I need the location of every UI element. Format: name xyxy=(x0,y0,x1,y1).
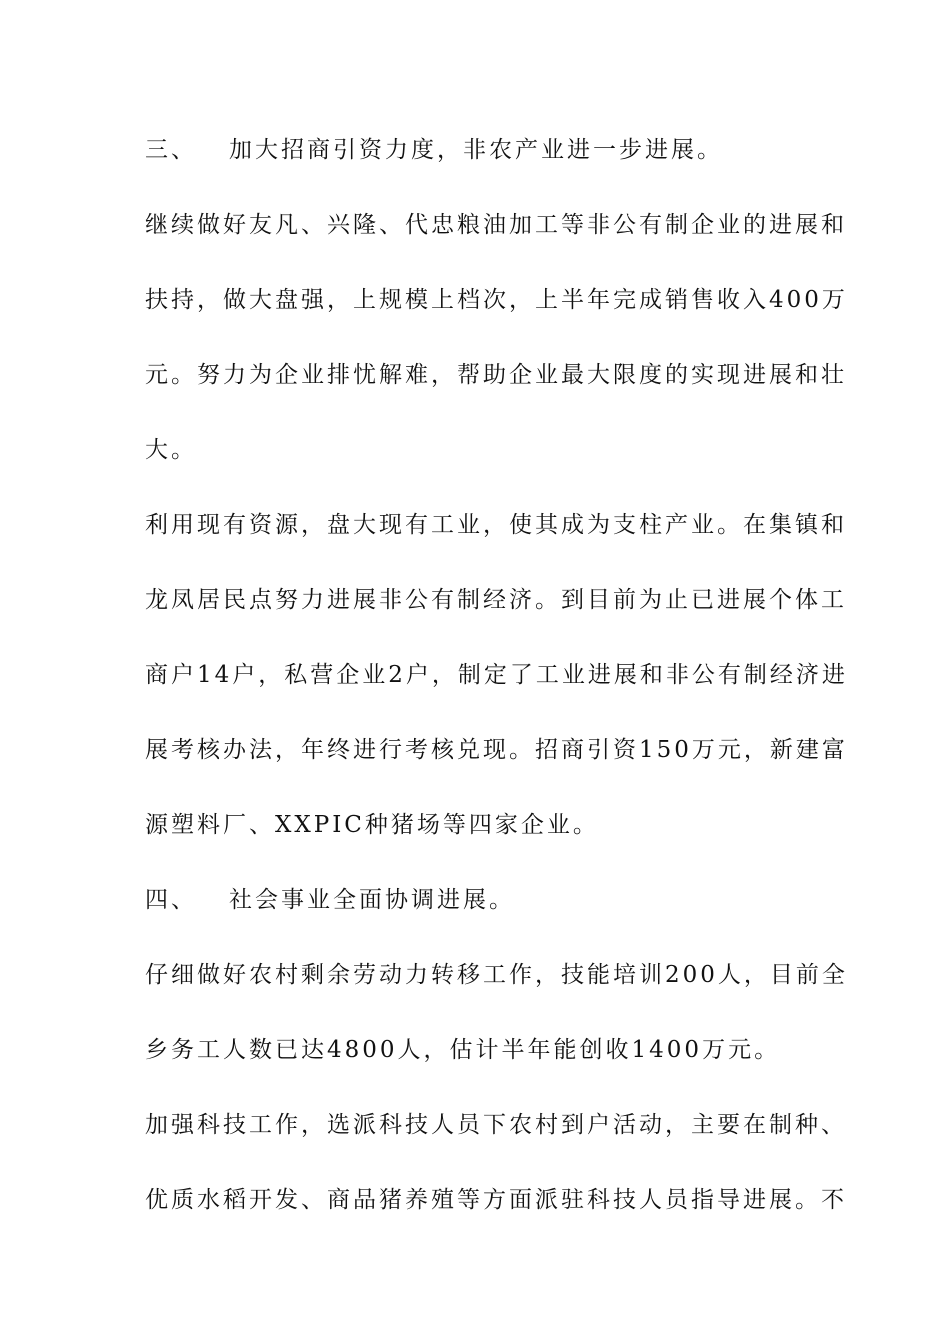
section-number: 三、 xyxy=(145,137,197,163)
section-title: 社会事业全面协调进展。 xyxy=(229,887,515,913)
paragraph-line: 扶持，做大盘强，上规模上档次，上半年完成销售收入400万 xyxy=(145,287,848,313)
section-heading-3 xyxy=(145,130,810,170)
section-title: 加大招商引资力度，非农产业进一步进展。 xyxy=(229,137,723,163)
paragraph-line: 继续做好友凡、兴隆、代忠粮油加工等非公有制企业的进展和 xyxy=(145,212,847,238)
paragraph-line: 利用现有资源，盘大现有工业，使其成为支柱产业。在集镇和 xyxy=(145,512,847,538)
paragraph-line: 加强科技工作，选派科技人员下农村到户活动，主要在制种、 xyxy=(145,1112,847,1138)
section-number: 四、 xyxy=(145,887,197,913)
paragraph-line: 龙凤居民点努力进展非公有制经济。到目前为止已进展个体工 xyxy=(145,587,847,613)
paragraph-line: 展考核办法，年终进行考核兑现。招商引资150万元，新建富 xyxy=(145,737,848,763)
paragraph-line: 元。努力为企业排忧解难，帮助企业最大限度的实现进展和壮 xyxy=(145,362,847,388)
section-heading-4 xyxy=(145,880,810,920)
paragraph-line: 商户14户，私营企业2户，制定了工业进展和非公有制经济进 xyxy=(145,662,848,688)
paragraph-line: 优质水稻开发、商品猪养殖等方面派驻科技人员指导进展。不 xyxy=(145,1187,847,1213)
paragraph-line: 仔细做好农村剩余劳动力转移工作，技能培训200人，目前全 xyxy=(145,962,848,988)
paragraph-line: 乡务工人数已达4800人，估计半年能创收1400万元。 xyxy=(145,1037,781,1063)
paragraph-line: 大。 xyxy=(145,437,197,463)
paragraph-line: 源塑料厂、XXPIC种猪场等四家企业。 xyxy=(145,812,599,838)
